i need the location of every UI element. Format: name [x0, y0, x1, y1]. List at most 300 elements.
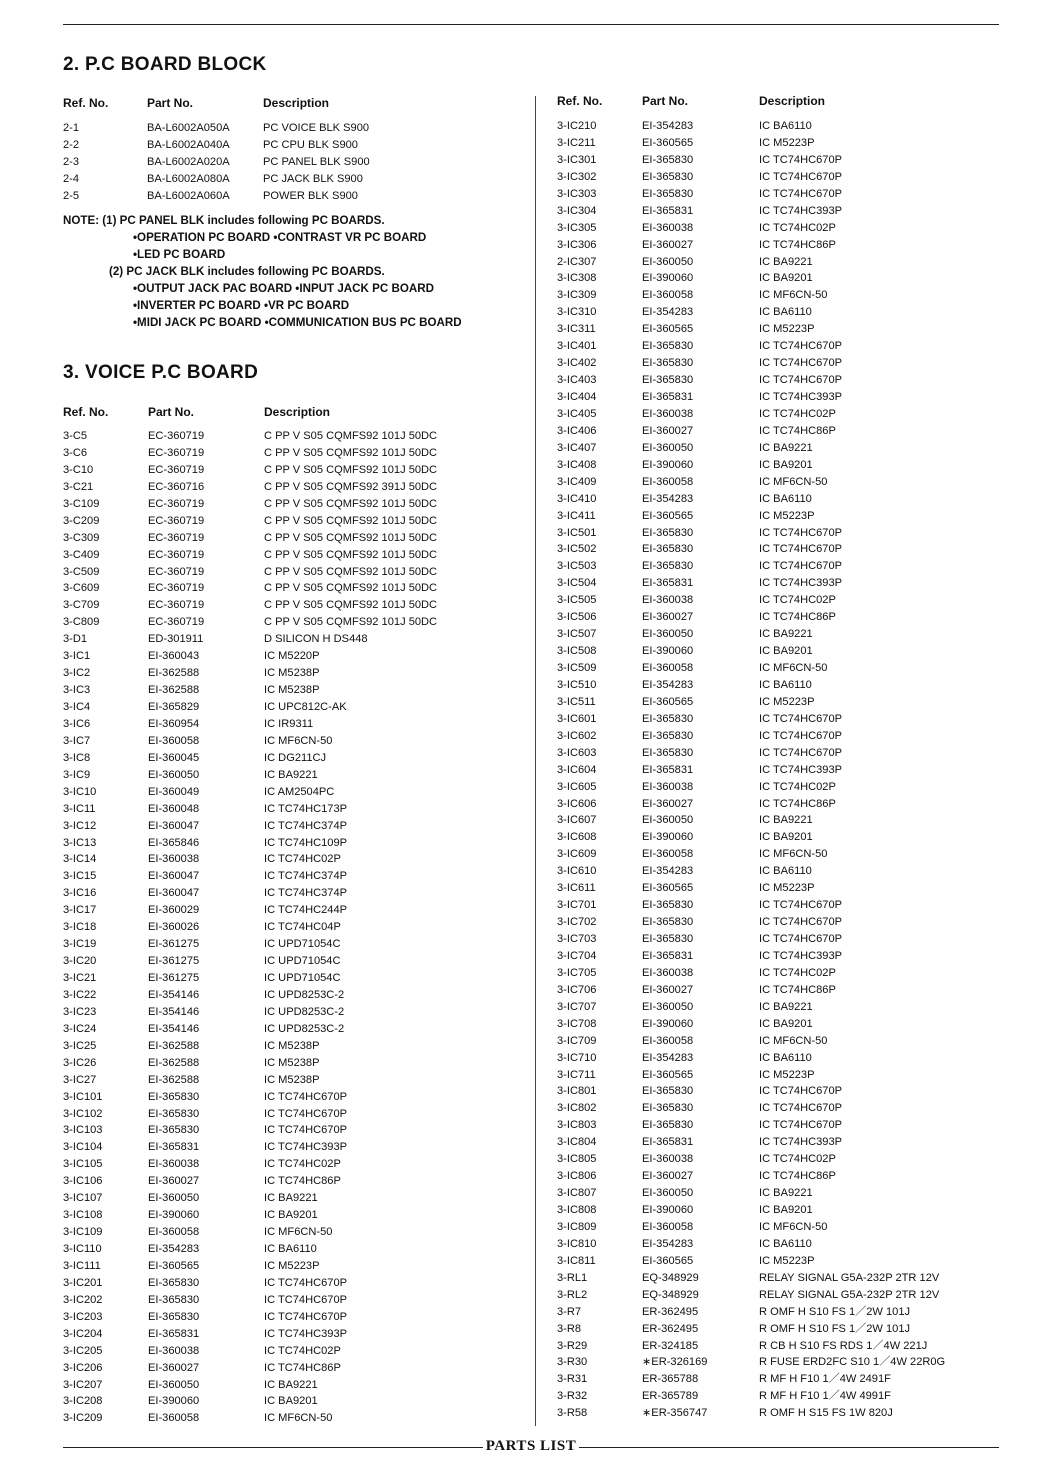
description: IC TC74HC374P [264, 887, 348, 900]
description: R MF H F10 1／4W 4991F [759, 1390, 891, 1403]
ref-no: 3-IC110 [63, 1243, 102, 1255]
description: IC M5238P [264, 667, 320, 680]
part-no: EI-360565 [642, 882, 694, 895]
note-line: •INVERTER PC BOARD •VR PC BOARD [133, 299, 350, 312]
description: IC M5223P [759, 882, 815, 895]
ref-no: 2-4 [63, 173, 80, 185]
section3-header-ref: Ref. No. [63, 405, 109, 419]
ref-no: 3-IC13 [63, 836, 97, 849]
part-no: EI-360038 [642, 780, 694, 793]
ref-no: 3-IC6 [63, 717, 91, 730]
ref-no: 3-IC504 [557, 577, 597, 590]
ref-no: 3-IC708 [557, 1017, 597, 1030]
column-divider [535, 96, 536, 1426]
part-no: EI-365846 [148, 836, 200, 849]
ref-no: 3-IC9 [63, 768, 91, 781]
description: IC TC74HC02P [759, 1153, 836, 1166]
ref-no: 3-IC403 [557, 374, 597, 387]
description: IC TC74HC670P [759, 560, 843, 573]
part-no: EI-365830 [148, 1107, 200, 1120]
description: R OMF H S10 FS 1／2W 101J [759, 1322, 911, 1335]
ref-no: 3-IC604 [557, 763, 597, 776]
description: IC TC74HC02P [759, 594, 836, 607]
ref-no: 3-IC15 [63, 870, 97, 883]
ref-no: 3-IC810 [557, 1237, 597, 1250]
description: IC TC74HC86P [264, 1175, 341, 1188]
ref-no: 2-1 [63, 122, 80, 134]
ref-no: 3-R8 [557, 1322, 582, 1335]
part-no: EC-360719 [148, 463, 205, 476]
description: R OMF H S10 FS 1／2W 101J [759, 1305, 911, 1318]
description: IC M5223P [759, 695, 815, 708]
ref-no: 2-IC307 [557, 255, 597, 268]
description: IC MF6CN-50 [759, 662, 828, 674]
section2-notes [63, 212, 462, 331]
part-no: EI-390060 [642, 1017, 694, 1030]
ref-no: 3-C309 [63, 531, 100, 544]
description: C PP V S05 CQMFS92 101J 50DC [264, 514, 438, 527]
ref-no: 3-IC607 [557, 814, 597, 827]
part-no: EI-362588 [148, 1073, 200, 1086]
part-no: EI-360043 [148, 650, 200, 663]
ref-no: 3-R32 [557, 1390, 588, 1403]
part-no: EI-365830 [642, 543, 694, 556]
description: IC M5220P [264, 650, 320, 663]
description: C PP V S05 CQMFS92 101J 50DC [264, 616, 438, 629]
ref-no: 3-IC306 [557, 238, 597, 251]
part-no: EI-360565 [642, 136, 694, 149]
ref-no: 3-IC406 [557, 424, 597, 437]
part-no: EI-360050 [642, 255, 694, 268]
part-no: EI-365830 [148, 1124, 200, 1137]
part-no: EI-360038 [642, 966, 694, 979]
description: IC M5238P [264, 1056, 320, 1069]
ref-no: 3-IC204 [63, 1327, 103, 1340]
ref-no: 3-D1 [63, 633, 88, 646]
description: IC TC74HC670P [759, 170, 843, 183]
ref-no: 3-R29 [557, 1339, 588, 1352]
description: C PP V S05 CQMFS92 101J 50DC [264, 463, 438, 476]
ref-no: 3-IC207 [63, 1378, 103, 1391]
ref-no: 3-IC811 [557, 1254, 596, 1267]
ref-no: 3-IC14 [63, 853, 97, 866]
description: IC TC74HC670P [759, 526, 843, 539]
description: C PP V S05 CQMFS92 101J 50DC [264, 446, 438, 459]
part-no: EI-365830 [642, 746, 694, 759]
description: IC TC74HC670P [759, 712, 843, 725]
part-no: EI-362588 [148, 667, 200, 680]
section2-header-ref: Ref. No. [63, 96, 109, 110]
description: IC TC74HC86P [759, 1170, 836, 1183]
description: IC TC74HC670P [759, 543, 843, 556]
ref-no: 3-IC509 [557, 662, 597, 674]
description: IC BA6110 [759, 1051, 812, 1064]
ref-no: 3-IC709 [557, 1034, 597, 1047]
description: IC TC74HC670P [759, 357, 843, 370]
description: IC TC74HC393P [759, 949, 843, 962]
ref-no: 3-RL1 [557, 1271, 588, 1284]
part-no: EI-360058 [642, 662, 694, 674]
part-no: EI-360565 [642, 323, 694, 336]
ref-no: 3-RL2 [557, 1288, 588, 1301]
ref-no: 3-IC808 [557, 1204, 597, 1216]
description: IC UPD8253C-2 [264, 1022, 345, 1035]
ref-no: 3-IC27 [63, 1073, 97, 1086]
part-no: EI-365831 [642, 1136, 694, 1149]
description: IC BA6110 [759, 492, 812, 505]
part-no: EI-365830 [642, 340, 694, 353]
description: RELAY SIGNAL G5A-232P 2TR 12V [759, 1288, 940, 1301]
ref-no: 3-IC105 [63, 1158, 103, 1171]
description: IC BA9201 [759, 1017, 813, 1030]
ref-no: 3-IC16 [63, 887, 97, 900]
part-no: BA-L6002A060A [147, 190, 230, 202]
footer-label: PARTS LIST [483, 1438, 579, 1454]
description: IC TC74HC86P [759, 611, 836, 624]
description: IC MF6CN-50 [264, 1226, 333, 1239]
part-no: EI-360047 [148, 819, 200, 832]
ref-no: 3-IC11 [63, 802, 96, 815]
ref-no: 3-IC20 [63, 955, 97, 968]
section3-header-part: Part No. [148, 405, 195, 419]
ref-no: 3-C709 [63, 599, 100, 612]
description: IC BA6110 [759, 306, 812, 319]
note-line: •OPERATION PC BOARD •CONTRAST VR PC BOARD [133, 231, 427, 244]
ref-no: 3-IC711 [557, 1068, 596, 1081]
ref-no: 3-C21 [63, 480, 94, 493]
ref-no: 3-IC302 [557, 170, 597, 183]
description: IC UPD71054C [264, 972, 341, 984]
note-line: •MIDI JACK PC BOARD •COMMUNICATION BUS PC BOARD [133, 316, 462, 329]
description: IC MF6CN-50 [759, 848, 828, 861]
description: PC VOICE BLK S900 [263, 122, 370, 134]
ref-no: 3-IC301 [557, 153, 597, 166]
description: IC M5223P [264, 1259, 320, 1272]
ref-no: 3-R31 [557, 1373, 588, 1386]
ref-no: 3-IC602 [557, 729, 597, 742]
description: IC TC74HC670P [759, 1102, 843, 1115]
description: IC TC74HC670P [759, 916, 843, 929]
part-no: EI-390060 [642, 831, 694, 844]
description: IC TC74HC02P [759, 221, 836, 234]
ref-no: 3-IC309 [557, 289, 597, 302]
part-no: EI-390060 [148, 1395, 200, 1408]
ref-no: 3-IC802 [557, 1102, 597, 1115]
part-no: EI-365830 [642, 1119, 694, 1132]
part-no: EI-365830 [642, 357, 694, 370]
description: IC BA9221 [759, 255, 813, 268]
part-no: EI-365830 [642, 374, 694, 387]
description: IC MF6CN-50 [759, 1220, 828, 1233]
part-no: EQ-348929 [642, 1271, 699, 1284]
part-no: EI-365831 [642, 204, 694, 217]
ref-no: 3-IC111 [63, 1259, 101, 1272]
part-no: EI-365830 [642, 933, 694, 945]
description: C PP V S05 CQMFS92 101J 50DC [264, 430, 438, 442]
ref-no: 3-IC102 [63, 1107, 103, 1120]
part-no: EI-354283 [642, 492, 694, 505]
part-no: EI-360058 [642, 289, 694, 302]
ref-no: 3-IC804 [557, 1136, 597, 1149]
part-no: EI-354283 [642, 678, 694, 691]
part-no: EC-360719 [148, 446, 205, 459]
ref-no: 3-IC803 [557, 1119, 597, 1132]
description: IC TC74HC670P [264, 1276, 348, 1289]
description: IC M5238P [264, 684, 320, 697]
part-no: ∗ER-326169 [642, 1356, 708, 1369]
description: IC TC74HC670P [759, 933, 843, 945]
ref-no: 3-IC705 [557, 966, 597, 979]
part-no: BA-L6002A020A [147, 156, 230, 168]
part-no: EI-354283 [642, 306, 694, 319]
part-no: EI-360026 [148, 921, 200, 934]
description: IC BA6110 [264, 1243, 317, 1255]
description: IC M5223P [759, 136, 815, 149]
ref-no: 3-IC211 [557, 136, 596, 149]
description: RELAY SIGNAL G5A-232P 2TR 12V [759, 1271, 940, 1284]
ref-no: 3-C809 [63, 616, 100, 629]
ref-no: 3-C609 [63, 582, 100, 595]
ref-no: 3-IC103 [63, 1124, 103, 1137]
ref-no: 2-3 [63, 156, 80, 168]
part-no: EI-362588 [148, 684, 200, 697]
part-no: EI-365831 [642, 763, 694, 776]
ref-no: 3-IC702 [557, 916, 597, 929]
ref-no: 3-IC202 [63, 1293, 103, 1306]
part-no: EI-365830 [642, 1085, 694, 1098]
ref-no: 3-R7 [557, 1305, 582, 1318]
ref-no: 3-C10 [63, 463, 94, 476]
description: IC BA9201 [759, 1204, 813, 1216]
description: IC TC74HC670P [759, 374, 843, 387]
part-no: EC-360719 [148, 497, 205, 510]
part-no: EI-360049 [148, 785, 200, 798]
part-no: EI-360058 [642, 1034, 694, 1047]
ref-no: 3-IC701 [557, 899, 597, 912]
ref-no: 3-IC710 [557, 1051, 597, 1064]
part-no: EI-362588 [148, 1039, 200, 1052]
part-no: EI-360038 [642, 407, 694, 420]
part-no: EC-360719 [148, 514, 205, 527]
part-no: EC-360719 [148, 599, 205, 612]
part-no: ED-301911 [148, 633, 204, 646]
ref-no: 3-IC305 [557, 221, 597, 234]
ref-no: 3-IC7 [63, 734, 91, 747]
ref-no: 3-IC610 [557, 865, 597, 878]
part-no: EI-365829 [148, 701, 200, 713]
description: IC TC74HC393P [759, 204, 843, 217]
description: IC M5238P [264, 1073, 320, 1086]
description: IC BA6110 [759, 1237, 812, 1250]
description: IC TC74HC670P [264, 1090, 348, 1103]
part-no: EI-360038 [148, 1158, 200, 1171]
part-no: EI-365830 [642, 729, 694, 742]
ref-no: 3-IC25 [63, 1039, 97, 1052]
description: IC M5223P [759, 509, 815, 522]
description: IC BA9221 [759, 1187, 813, 1200]
ref-no: 3-IC2 [63, 667, 91, 680]
part-no: EI-360047 [148, 870, 200, 883]
description: IC TC74HC393P [759, 1136, 843, 1149]
description: IC BA9221 [264, 1192, 318, 1205]
part-no: EC-360719 [148, 582, 205, 595]
description: IC BA9221 [759, 441, 813, 454]
ref-no: 3-IC304 [557, 204, 597, 217]
part-no: EC-360719 [148, 430, 205, 442]
part-no: EI-360027 [642, 611, 694, 624]
part-no: EI-360047 [148, 887, 200, 900]
description: IC M5238P [264, 1039, 320, 1052]
ref-no: 3-IC704 [557, 949, 597, 962]
description: C PP V S05 CQMFS92 101J 50DC [264, 497, 438, 510]
part-no: ER-365789 [642, 1390, 699, 1403]
description: IC M5223P [759, 1254, 815, 1267]
part-no: EI-354146 [148, 1005, 200, 1018]
description: IC UPD71054C [264, 938, 341, 951]
part-no: EI-360027 [148, 1175, 200, 1188]
part-no: EI-365830 [642, 560, 694, 573]
description: IC BA6110 [759, 120, 812, 132]
note-line: •LED PC BOARD [133, 248, 226, 261]
part-no: EI-354283 [148, 1243, 200, 1255]
part-no: EI-360565 [642, 509, 694, 522]
description: IC TC74HC670P [264, 1293, 348, 1306]
ref-no: 3-IC104 [63, 1141, 103, 1154]
ref-no: 3-IC23 [63, 1005, 97, 1018]
section2-header-part: Part No. [147, 96, 194, 110]
section2-title: 2. P.C BOARD BLOCK [63, 54, 267, 75]
part-no: EI-365830 [642, 526, 694, 539]
part-no: EI-360058 [148, 1226, 200, 1239]
description: IC TC74HC670P [759, 746, 843, 759]
description: IC TC74HC670P [264, 1107, 348, 1120]
part-no: EC-360719 [148, 531, 205, 544]
description: IC TC74HC670P [759, 1085, 843, 1098]
ref-no: 3-IC26 [63, 1056, 97, 1069]
ref-no: 3-IC508 [557, 645, 597, 658]
section3-title: 3. VOICE P.C BOARD [63, 362, 259, 383]
part-no: EI-360058 [642, 475, 694, 488]
description: R CB H S10 FS RDS 1／4W 221J [759, 1339, 928, 1352]
ref-no: 2-5 [63, 190, 80, 202]
description: IC BA9201 [264, 1395, 318, 1408]
description: IC TC74HC670P [759, 187, 843, 200]
ref-no: 3-IC805 [557, 1153, 597, 1166]
part-no: EI-360058 [148, 1412, 200, 1425]
description: IC M5223P [759, 323, 815, 336]
ref-no: 3-IC311 [557, 323, 596, 336]
description: IC BA9201 [759, 272, 813, 285]
part-no: EI-360565 [642, 1254, 694, 1267]
description: IC TC74HC86P [759, 424, 836, 437]
part-no: EI-365831 [642, 949, 694, 962]
description: IC TC74HC670P [759, 729, 843, 742]
description: R FUSE ERD2FC S10 1／4W 22R0G [759, 1356, 946, 1369]
description: IC TC74HC02P [264, 1158, 341, 1171]
part-no: EI-360050 [642, 1187, 694, 1200]
part-no: EI-360050 [148, 768, 200, 781]
part-no: EI-360027 [148, 1361, 200, 1374]
part-no: EI-360038 [642, 594, 694, 607]
part-no: ER-365788 [642, 1373, 699, 1386]
description: R MF H F10 1／4W 2491F [759, 1373, 891, 1386]
description: IC TC74HC02P [264, 1344, 341, 1357]
description: IC MF6CN-50 [264, 1412, 333, 1425]
part-no: EI-390060 [642, 645, 694, 658]
part-no: ER-324185 [642, 1339, 699, 1352]
description: PC JACK BLK S900 [263, 173, 363, 185]
ref-no: 3-IC507 [557, 628, 597, 641]
part-no: EQ-348929 [642, 1288, 699, 1301]
ref-no: 2-2 [63, 139, 80, 151]
part-no: EI-360027 [642, 238, 694, 251]
part-no: EI-365830 [642, 1102, 694, 1115]
description: POWER BLK S900 [263, 190, 358, 202]
ref-no: 3-IC303 [557, 187, 597, 200]
ref-no: 3-C5 [63, 430, 88, 442]
note-line: NOTE: (1) PC PANEL BLK includes following PC BOARDS. [63, 214, 385, 227]
part-no: EI-360050 [642, 814, 694, 827]
part-no: EI-365830 [642, 712, 694, 725]
ref-no: 3-IC605 [557, 780, 597, 793]
ref-no: 3-IC806 [557, 1170, 597, 1183]
ref-no: 3-IC24 [63, 1022, 97, 1035]
part-no: EI-361275 [148, 938, 200, 951]
part-no: EI-360565 [148, 1259, 200, 1272]
ref-no: 3-R58 [557, 1407, 588, 1420]
ref-no: 3-IC503 [557, 560, 597, 573]
description: IC BA6110 [759, 865, 812, 878]
part-no: EI-365830 [148, 1310, 200, 1323]
part-no: EI-365831 [642, 577, 694, 590]
description: IC MF6CN-50 [759, 1034, 828, 1047]
description: IC TC74HC86P [759, 983, 836, 996]
part-no: EI-360058 [148, 734, 200, 747]
description: IC TC74HC173P [264, 802, 348, 815]
ref-no: 3-IC22 [63, 988, 97, 1001]
ref-no: 3-IC106 [63, 1175, 103, 1188]
ref-no: 3-C209 [63, 514, 100, 527]
ref-no: 3-IC18 [63, 921, 97, 934]
ref-no: 3-IC409 [557, 475, 597, 488]
part-no: EI-365830 [642, 153, 694, 166]
part-no: ∗ER-356747 [642, 1407, 708, 1420]
part-no: EI-362588 [148, 1056, 200, 1069]
ref-no: 3-IC502 [557, 543, 597, 556]
description: IC TC74HC670P [264, 1310, 348, 1323]
description: IC BA9221 [759, 814, 813, 827]
description: IC BA9201 [759, 645, 813, 658]
part-no: EI-360027 [642, 983, 694, 996]
ref-no: 3-IC611 [557, 882, 596, 895]
ref-no: 3-IC402 [557, 357, 597, 370]
ref-no: 3-C109 [63, 497, 100, 510]
description: IC TC74HC670P [759, 1119, 843, 1132]
description: IC IR9311 [264, 717, 314, 730]
part-no: EI-390060 [148, 1209, 200, 1222]
part-no: EI-360058 [642, 1220, 694, 1233]
description: IC UPC812C-AK [264, 701, 347, 713]
ref-no: 3-IC12 [63, 819, 97, 832]
ref-no: 3-IC706 [557, 983, 597, 996]
description: IC BA6110 [759, 678, 812, 691]
part-no: EI-360038 [148, 1344, 200, 1357]
description: IC TC74HC374P [264, 870, 348, 883]
description: IC BA9201 [264, 1209, 318, 1222]
part-no: EI-390060 [642, 1204, 694, 1216]
description: IC UPD8253C-2 [264, 988, 345, 1001]
description: IC TC74HC02P [759, 780, 836, 793]
